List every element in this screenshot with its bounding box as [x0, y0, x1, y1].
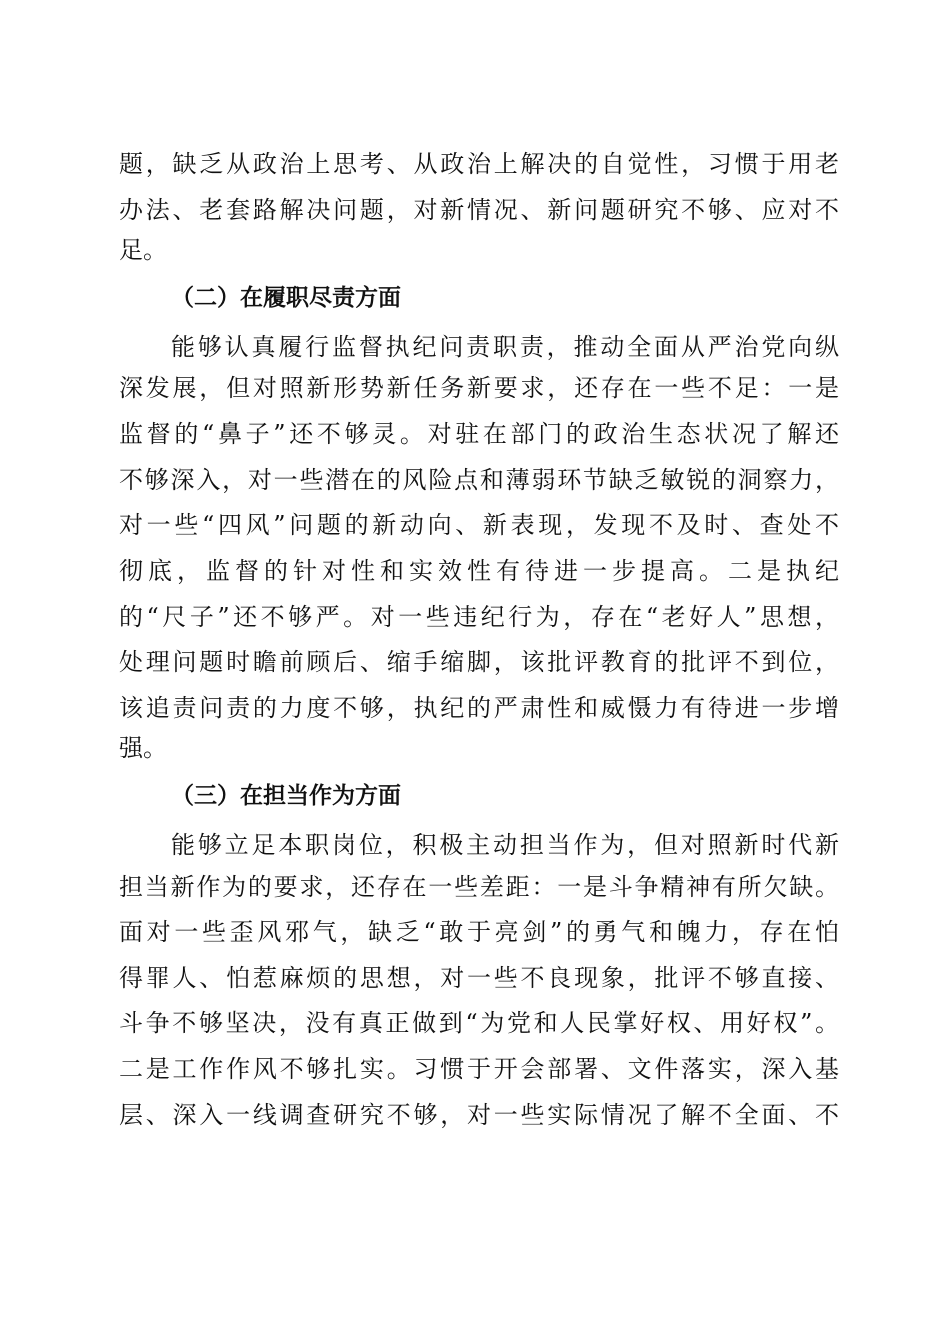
paragraph-1-line-2: 办法、老套路解决问题，对新情况、新问题研究不够、应对不 [119, 196, 839, 224]
paragraph-2-line-2: 深发展，但对照新形势新任务新要求，还存在一些不足：一是 [119, 374, 839, 402]
paragraph-3-line-5: 斗争不够坚决，没有真正做到“为党和人民掌好权、用好权”。 [119, 1009, 839, 1037]
paragraph-3-line-1: 能够立足本职岗位，积极主动担当作为，但对照新时代新 [171, 831, 839, 859]
paragraph-2-line-8: 处理问题时瞻前顾后、缩手缩脚，该批评教育的批评不到位， [119, 648, 839, 676]
paragraph-3-line-7: 层、深入一线调查研究不够，对一些实际情况了解不全面、不 [119, 1101, 839, 1129]
paragraph-1-line-1: 题，缺乏从政治上思考、从政治上解决的自觉性，习惯于用老 [119, 150, 839, 178]
paragraph-2-line-1: 能够认真履行监督执纪问责职责，推动全面从严治党向纵 [171, 333, 839, 361]
paragraph-2-line-10: 强。 [119, 734, 167, 762]
paragraph-3-line-3: 面对一些歪风邪气，缺乏“敢于亮剑”的勇气和魄力，存在怕 [119, 918, 839, 946]
section-heading-2: （二）在履职尽责方面 [171, 285, 401, 311]
paragraph-2-line-7: 的“尺子”还不够严。对一些违纪行为，存在“老好人”思想， [119, 603, 839, 631]
paragraph-3-line-4: 得罪人、怕惹麻烦的思想，对一些不良现象，批评不够直接、 [119, 964, 839, 992]
paragraph-3-line-2: 担当新作为的要求，还存在一些差距：一是斗争精神有所欠缺。 [119, 873, 839, 901]
paragraph-2-line-5: 对一些“四风”问题的新动向、新表现，发现不及时、查处不 [119, 511, 839, 539]
paragraph-2-line-4: 不够深入，对一些潜在的风险点和薄弱环节缺乏敏锐的洞察力， [119, 466, 839, 494]
paragraph-3-line-6: 二是工作作风不够扎实。习惯于开会部署、文件落实，深入基 [119, 1055, 839, 1083]
paragraph-1-line-3: 足。 [119, 236, 167, 264]
paragraph-2-line-9: 该追责问责的力度不够，执纪的严肃性和威慑力有待进一步增 [119, 694, 839, 722]
section-heading-3: （三）在担当作为方面 [171, 783, 401, 809]
paragraph-2-line-6: 彻底，监督的针对性和实效性有待进一步提高。二是执纪 [119, 557, 839, 585]
paragraph-2-line-3: 监督的“鼻子”还不够灵。对驻在部门的政治生态状况了解还 [119, 420, 839, 448]
